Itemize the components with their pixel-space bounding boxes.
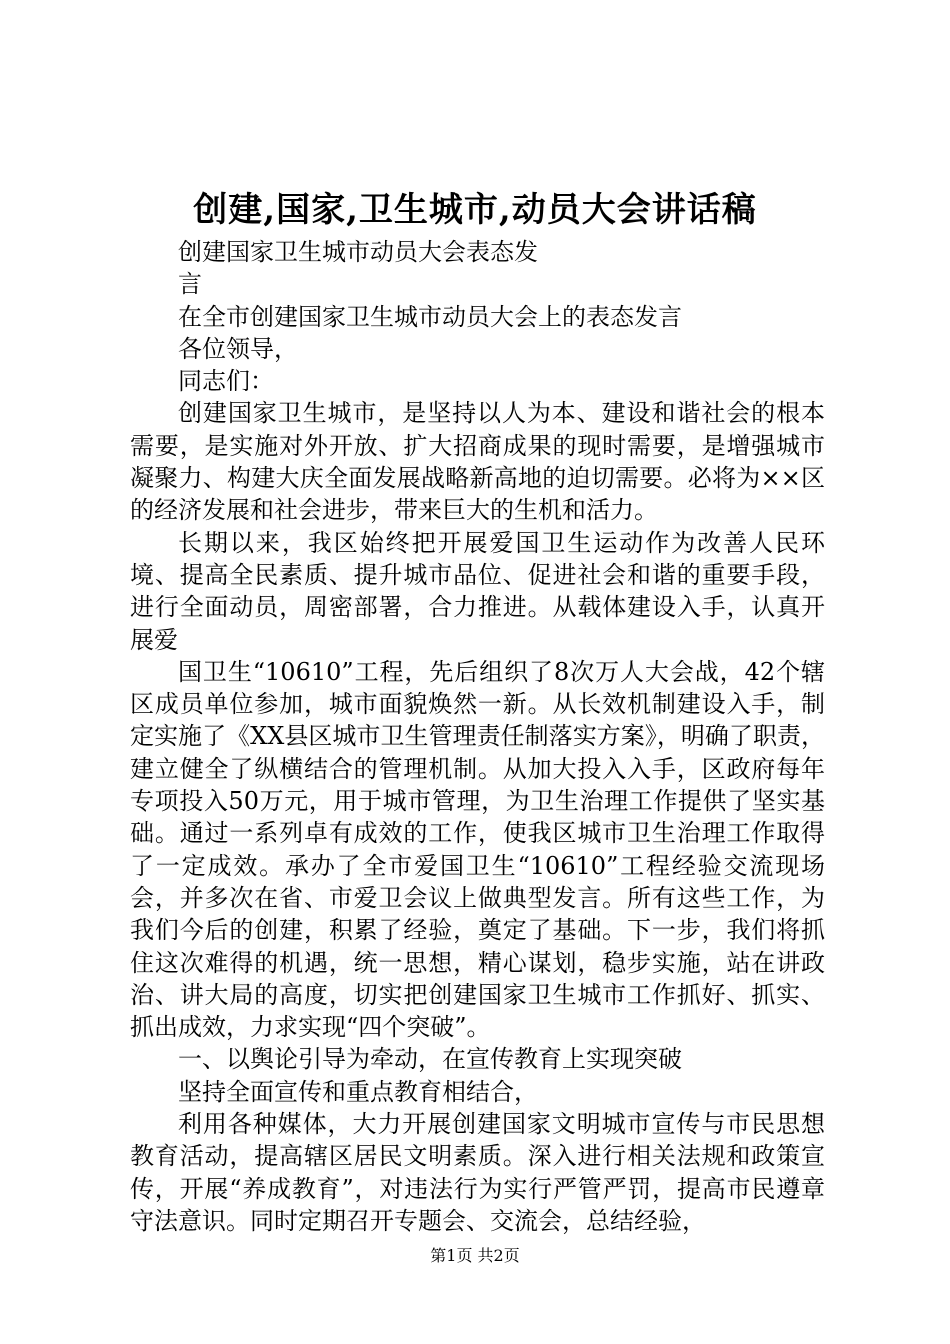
document-body [130, 236, 825, 1237]
paragraph-body: 利用各种媒体，大力开展创建国家文明城市宣传与市民思想教育活动，提高辖区居民文明素质。深入进行相关法规和政策宣传，开展“养成教育”，对违法行为实行严管严罚，提高市民遵章守法意识。同时定期召开专题会、交流会，总结经验， [130, 1110, 825, 1235]
paragraph-salutation-comrades: 同志们： [178, 367, 274, 396]
paragraph-body: 坚持全面宣传和重点教育相结合， [178, 1077, 538, 1106]
paragraph-salutation-leaders: 各位领导， [178, 334, 298, 363]
paragraph-body: 长期以来，我区始终把开展爱国卫生运动作为改善人民环境、提高全民素质、提升城市品位、促进社会和谐的重要手段，进行全面动员，周密部署，合力推进。从载体建设入手，认真开展爱 [130, 528, 825, 654]
document-title: 创建,国家,卫生城市,动员大会讲话稿 [193, 190, 757, 230]
paragraph-body: 创建国家卫生城市，是坚持以人为本、建设和谐社会的根本需要，是实施对外开放、扩大招商成果的现时需要，是增强城市凝聚力、构建大庆全面发展战略新高地的迫切需要。必将为××区的经济发展和社会进步，带来巨大的生机和活力。 [130, 399, 825, 525]
paragraph-heading-line-2: 言 [178, 270, 202, 299]
paragraph-body: 国卫生“10610”工程，先后组织了8次万人大会战，42个辖区成员单位参加，城市面貌焕然一新。从长效机制建设入手，制定实施了《XX县区城市卫生管理责任制落实方案》，明确了职责，建立健全了纵横结合的管理机制。从加大投入入手，区政府每年专项投入50万元，用于城市管理，为卫生治理工作提供了坚实基础。通过一系列卓有成效的工作，使我区城市卫生治理工作取得了一定成效。承办了全市爱国卫生“10610”工程经验交流现场会，并多次在省、市爱卫会议上做典型发言。所有这些工作，为我们今后的创建，积累了经验，奠定了基础。下一步，我们将抓住这次难得的机遇，统一思想，精心谋划，稳步实施，站在讲政治、讲大局的高度，切实把创建国家卫生城市工作抓好、抓实、抓出成效，力求实现“四个突破”。 [130, 657, 825, 1042]
paragraph-subtitle: 在全市创建国家卫生城市动员大会上的表态发言 [178, 302, 682, 331]
paragraph-section-heading: 一、以舆论引导为牵动，在宣传教育上实现突破 [178, 1045, 682, 1074]
page-footer: 第1页 共2页 [430, 1246, 520, 1265]
paragraph-heading-line-1: 创建国家卫生城市动员大会表态发 [178, 238, 538, 266]
